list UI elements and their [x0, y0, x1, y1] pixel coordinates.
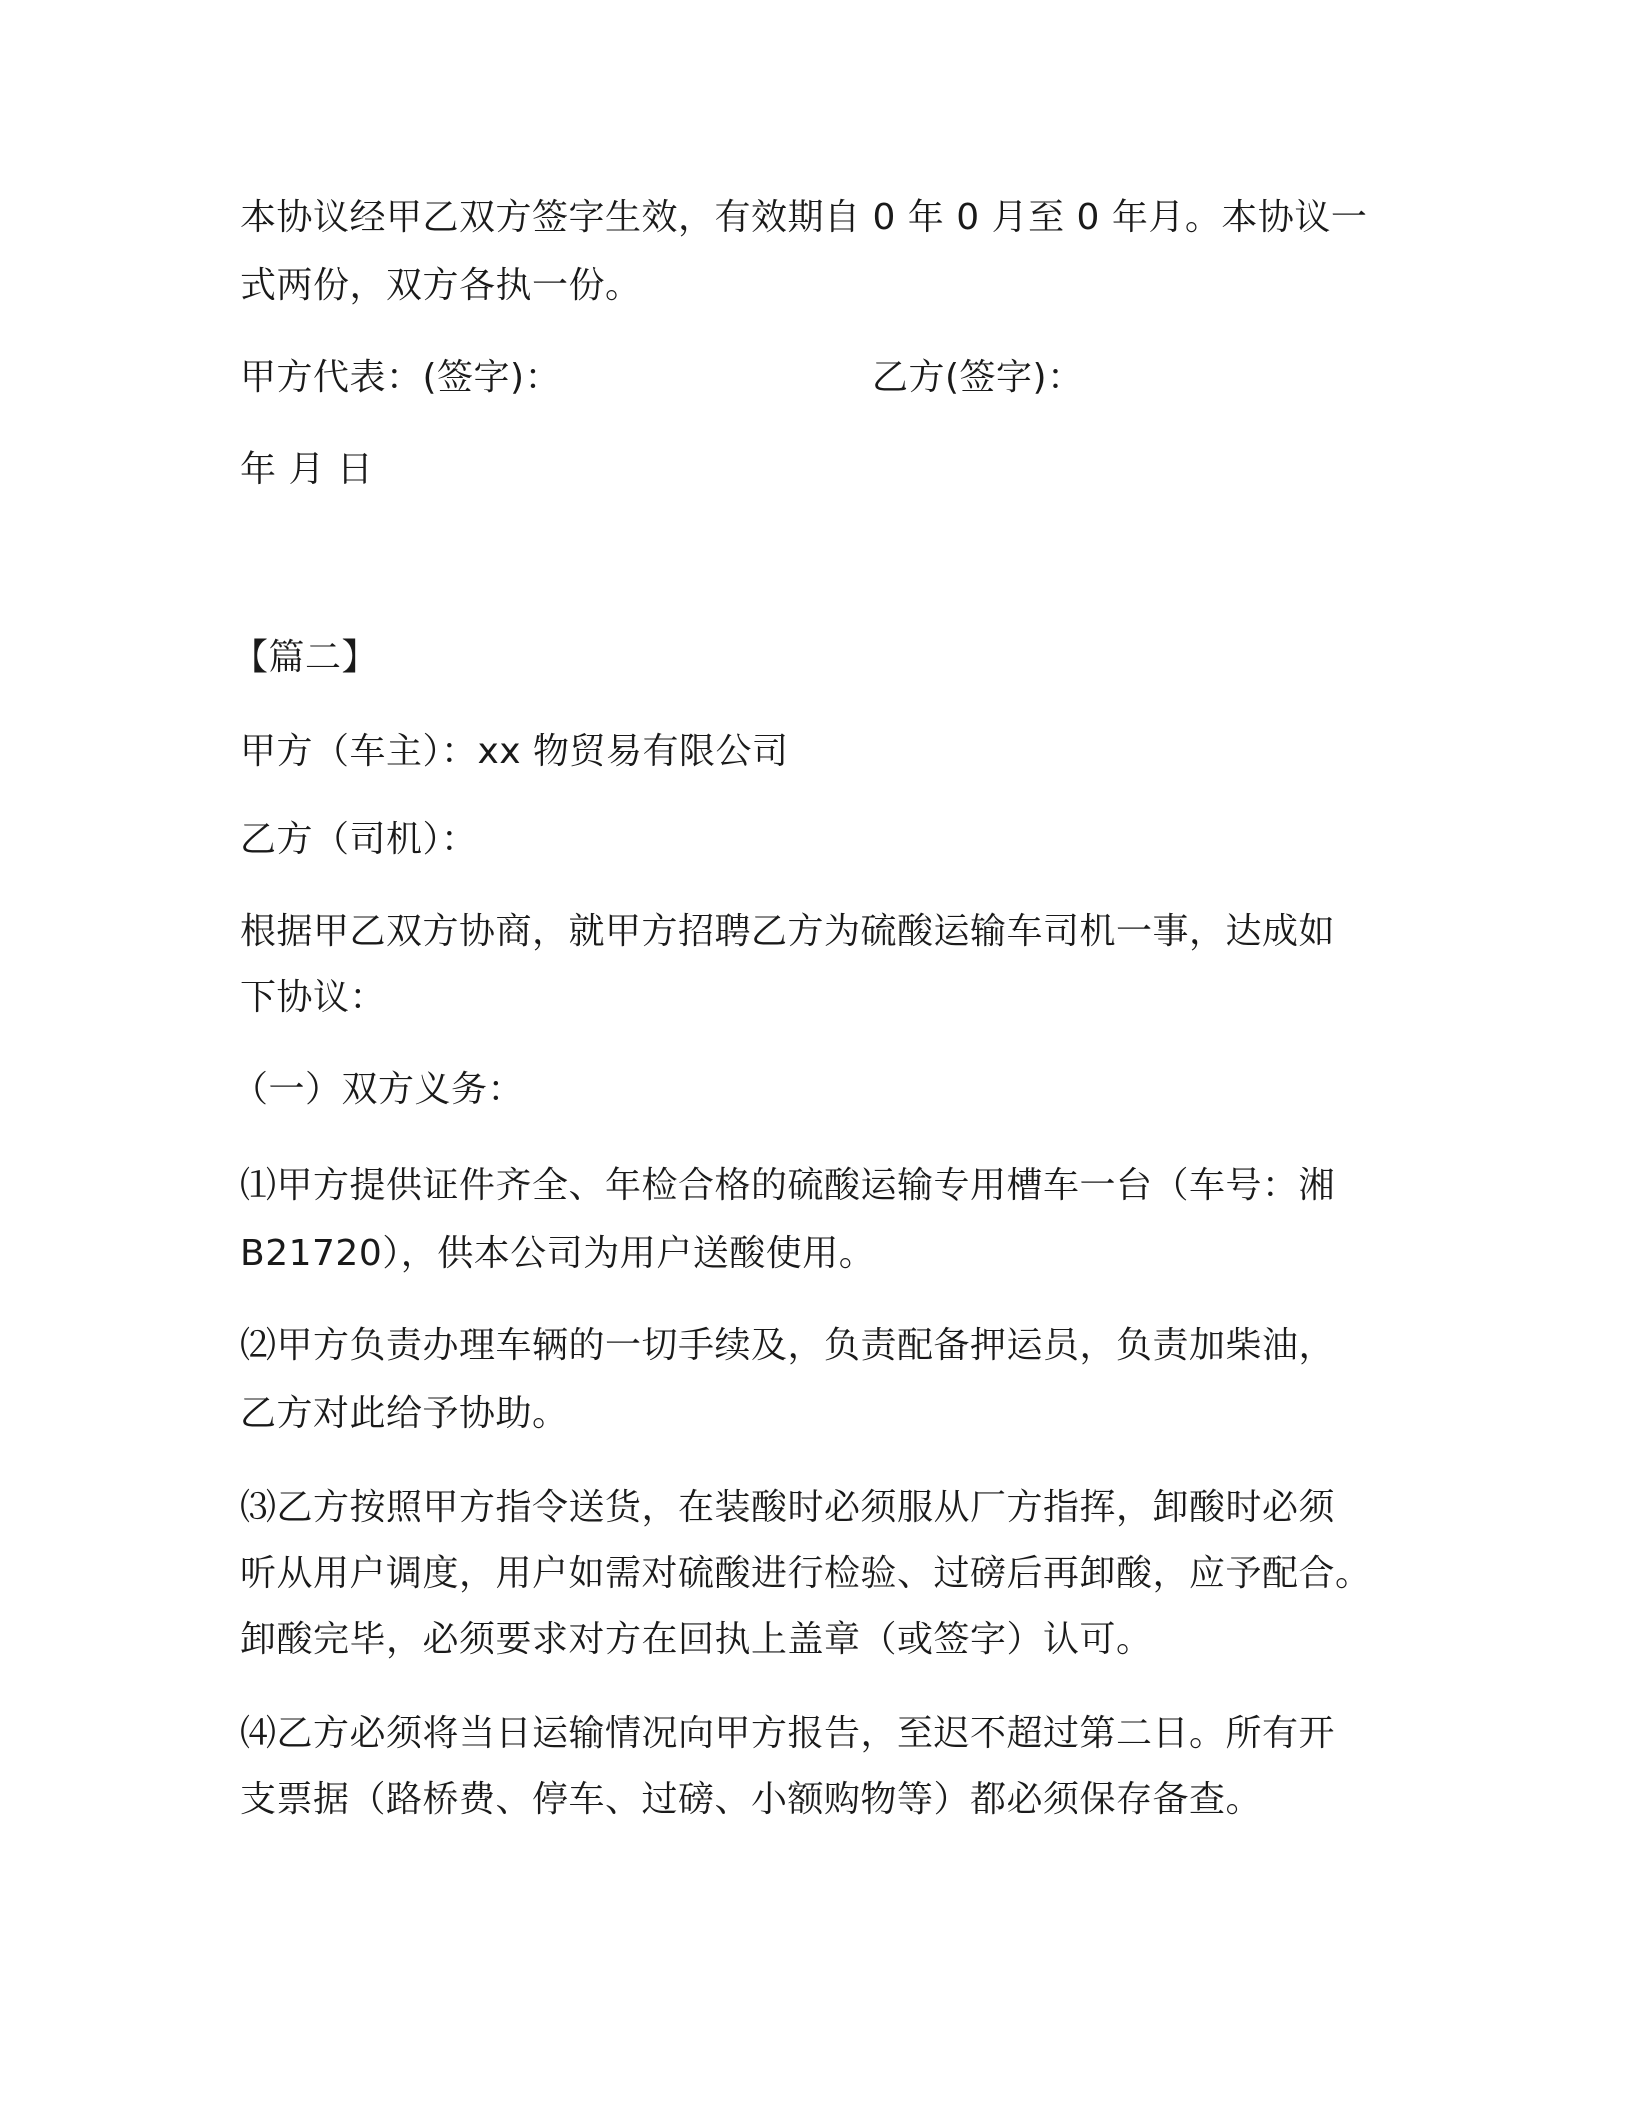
item-2-line-2: 乙方对此给予协助。: [240, 1393, 569, 1434]
validity-clause-line-1: 本协议经甲乙双方签字生效，有效期自 0 年 0 月至 0 年月。本协议一: [240, 197, 1368, 238]
item-4-line-2: 支票据（路桥费、停车、过磅、小额购物等）都必须保存备查。: [240, 1779, 1263, 1820]
item-2-line-1: ⑵甲方负责办理车辆的一切手续及，负责配备押运员，负责加柴油，: [240, 1325, 1336, 1366]
item-1-line-1: ⑴甲方提供证件齐全、年检合格的硫酸运输专用槽车一台（车号：湘: [240, 1165, 1336, 1206]
party-b-line: 乙方（司机）：: [240, 819, 478, 860]
section-title: 【篇二】: [232, 637, 379, 678]
intro-line-2: 下协议：: [240, 977, 387, 1018]
item-4-line-1: ⑷乙方必须将当日运输情况向甲方报告，至迟不超过第二日。所有开: [240, 1713, 1336, 1754]
subsection-title: （一）双方义务：: [232, 1069, 525, 1110]
date-line: 年 月 日: [240, 449, 374, 490]
item-3-line-2: 听从用户调度，用户如需对硫酸进行检验、过磅后再卸酸，应予配合。: [240, 1553, 1372, 1594]
item-3-line-1: ⑶乙方按照甲方指令送货，在装酸时必须服从厂方指挥，卸酸时必须: [240, 1487, 1336, 1528]
item-1-line-2: B21720），供本公司为用户送酸使用。: [240, 1233, 876, 1274]
validity-clause-line-2: 式两份，双方各执一份。: [240, 265, 642, 306]
party-b-signature-label: 乙方(签字)：: [872, 357, 1084, 398]
intro-line-1: 根据甲乙双方协商，就甲方招聘乙方为硫酸运输车司机一事，达成如: [240, 911, 1336, 952]
party-a-signature-label: 甲方代表：(签字)：: [240, 357, 562, 398]
item-3-line-3: 卸酸完毕，必须要求对方在回执上盖章（或签字）认可。: [240, 1619, 1153, 1660]
party-a-line: 甲方（车主）：xx 物贸易有限公司: [240, 731, 789, 772]
